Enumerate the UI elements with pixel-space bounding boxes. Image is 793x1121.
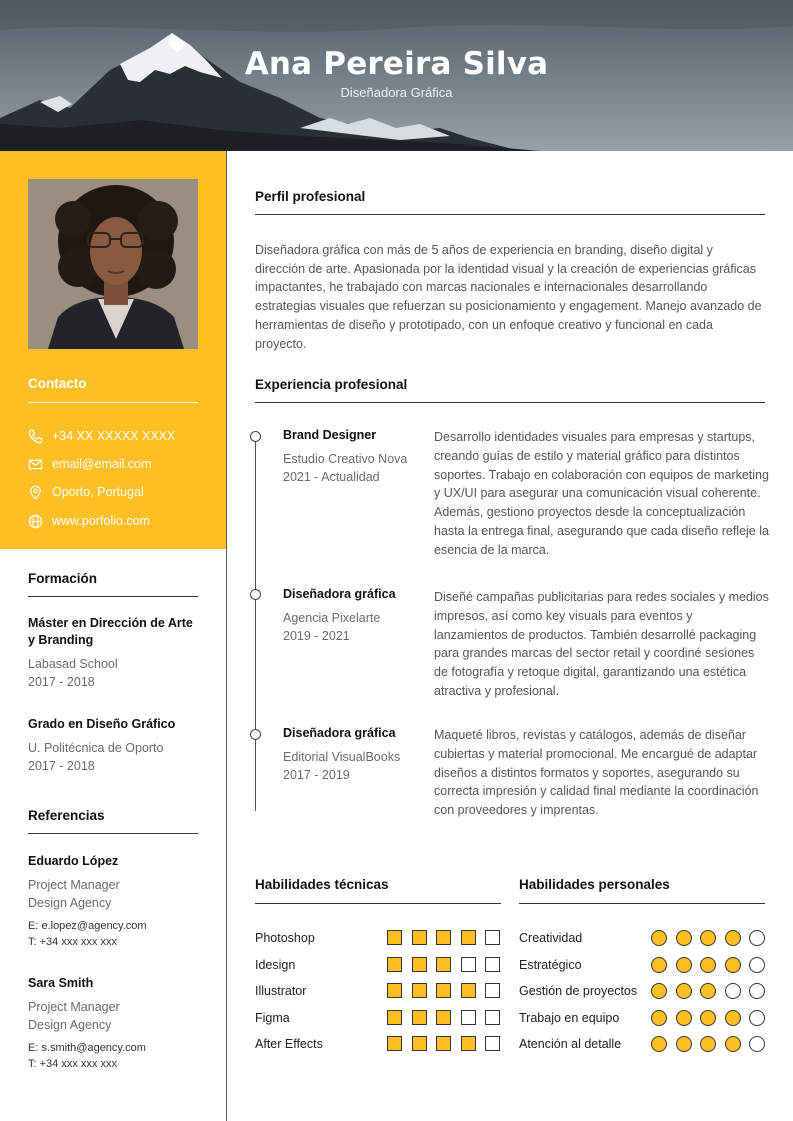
skill-level-filled [676, 1010, 692, 1026]
education-years: 2017 - 2018 [28, 675, 95, 689]
skill-row [519, 1009, 619, 1027]
skill-level-filled [387, 957, 402, 972]
globe-icon [28, 514, 43, 529]
contact-title: Contacto [28, 376, 87, 391]
skill-level-filled [436, 957, 451, 972]
skill-level-filled [676, 1036, 692, 1052]
skill-level-filled [725, 930, 741, 946]
skill-level-empty [461, 957, 476, 972]
skill-level-filled [387, 1036, 402, 1051]
skill-level-filled [387, 983, 402, 998]
skill-level-empty [485, 1036, 500, 1051]
education-title: Formación [28, 571, 98, 586]
phone-icon [28, 429, 43, 444]
job-period: 2017 - 2019 [283, 768, 350, 782]
skill-level-filled [651, 1036, 667, 1052]
skill-level-filled [461, 1036, 476, 1051]
experience-divider [255, 402, 765, 403]
skill-level-filled [651, 1010, 667, 1026]
skill-level-filled [412, 930, 427, 945]
skill-row [255, 956, 295, 974]
personal-skills-divider [519, 903, 765, 904]
skill-level-filled [436, 930, 451, 945]
candidate-name: Ana Pereira Silva [244, 46, 549, 82]
skill-name: Figma [255, 1010, 290, 1025]
skill-name: Creatividad [519, 931, 583, 945]
skill-name: Estratégico [519, 957, 582, 972]
reference-role: Project Manager [28, 878, 120, 892]
reference-email[interactable]: E: e.lopez@agency.com [28, 920, 147, 932]
experience-timeline [255, 437, 256, 811]
skill-level-filled [651, 930, 667, 946]
education-school: U. Politécnica de Oporto [28, 741, 164, 755]
contact-email[interactable] [28, 455, 152, 473]
experience-title: Experiencia profesional [255, 377, 408, 392]
skill-level-empty [749, 957, 765, 973]
skill-level-filled [387, 1010, 402, 1025]
skill-level-empty [749, 1010, 765, 1026]
reference-role: Project Manager [28, 1000, 120, 1014]
skill-row [519, 982, 637, 1000]
skill-name: Photoshop [255, 931, 315, 945]
skill-level-filled [461, 930, 476, 945]
skill-level-filled [700, 930, 716, 946]
skill-level-filled [387, 930, 402, 945]
technical-skills-title: Habilidades técnicas [255, 877, 389, 892]
skill-level-filled [412, 1010, 427, 1025]
contact-phone [28, 427, 175, 445]
skill-level-filled [436, 1010, 451, 1025]
job-period: 2019 - 2021 [283, 629, 350, 643]
technical-skills-divider [255, 903, 501, 904]
skill-row [519, 956, 582, 974]
skill-level-filled [436, 983, 451, 998]
job-company: Agencia Pixelarte [283, 611, 381, 625]
job-title: Diseñadora gráfica [283, 726, 396, 740]
contact-phone-text: +34 XX XXXXX XXXX [52, 429, 176, 443]
job-description: Desarrollo identidades visuales para empresas y startups, creando guías de estilo y material gráfico para distintos soportes. Trabajo en colaboración con equipos de marketing y UX/UI para asegurar una comunicación visual coherente. Además, gestiono proyectos desde la conceptualización hasta la entrega final, asegurando que cada diseño refleje la esencia de la marca. [434, 430, 769, 557]
skill-row [255, 982, 306, 1000]
skill-row [255, 929, 315, 947]
skill-level-filled [700, 957, 716, 973]
skill-row [255, 1035, 323, 1053]
header-banner [0, 0, 793, 151]
profile-title: Perfil profesional [255, 189, 366, 204]
education-degree: Máster en Dirección de Arte y Branding [28, 616, 193, 647]
skill-level-empty [461, 1010, 476, 1025]
personal-skills-title: Habilidades personales [519, 877, 670, 892]
skill-level-filled [700, 983, 716, 999]
contact-location-text: Oporto, Portugal [52, 485, 144, 499]
references-divider [28, 833, 198, 834]
contact-website-text[interactable]: www.porfolio.com [52, 514, 150, 528]
skill-name: After Effects [255, 1037, 323, 1051]
skill-level-filled [676, 957, 692, 973]
skill-row [519, 929, 582, 947]
sidebar-divider [226, 151, 227, 1121]
skill-level-filled [700, 1036, 716, 1052]
location-pin-icon [28, 485, 43, 500]
skill-level-empty [485, 930, 500, 945]
job-description: Diseñé campañas publicitarias para redes sociales y medios impresos, así como key visuals para eventos y lanzamientos de productos. También desarrollé packaging para grandes marcas del sector retail y coordiné sesiones de fotografía y retoque digital, garantizando una estética atractiva y profesional. [434, 590, 769, 698]
skill-name: Gestión de proyectos [519, 984, 638, 998]
job-description: Maqueté libros, revistas y catálogos, además de diseñar cubiertas y material promocional. Me encargué de adaptar diseños a distintos formatos y soportes, asegurando su correcta impresión y calidad final mediante la coordinación con proveedores y imprentas. [434, 728, 759, 818]
skill-level-empty [749, 1036, 765, 1052]
education-school: Labasad School [28, 657, 118, 671]
mail-icon [28, 457, 43, 472]
job-company: Estudio Creativo Nova [283, 452, 408, 466]
reference-email[interactable]: E: s.smith@agency.com [28, 1042, 146, 1054]
skill-level-filled [651, 957, 667, 973]
contact-location [28, 483, 144, 501]
candidate-role: Diseñadora Gráfica [340, 85, 453, 100]
skill-level-empty [485, 983, 500, 998]
skill-level-empty [725, 983, 741, 999]
skill-level-filled [725, 957, 741, 973]
skill-name: Illustrator [255, 984, 307, 998]
skill-level-filled [412, 983, 427, 998]
skill-name: Trabajo en equipo [519, 1010, 620, 1025]
contact-website[interactable] [28, 512, 150, 530]
skill-level-filled [700, 1010, 716, 1026]
job-title: Brand Designer [283, 428, 377, 442]
skill-level-empty [749, 983, 765, 999]
skill-level-empty [485, 1010, 500, 1025]
skill-level-empty [749, 930, 765, 946]
skill-name: Atención al detalle [519, 1037, 622, 1051]
education-degree: Grado en Diseño Gráfico [28, 717, 176, 731]
skill-level-filled [725, 1036, 741, 1052]
skill-level-empty [485, 957, 500, 972]
reference-company: Design Agency [28, 896, 112, 910]
education-divider [28, 596, 198, 597]
contact-email-text[interactable]: email@email.com [52, 457, 152, 471]
timeline-dot [250, 589, 261, 600]
reference-company: Design Agency [28, 1018, 112, 1032]
timeline-dot [250, 729, 261, 740]
skill-level-filled [676, 983, 692, 999]
reference-name: Sara Smith [28, 976, 94, 990]
skill-row [255, 1009, 290, 1027]
education-years: 2017 - 2018 [28, 759, 95, 773]
contact-divider [28, 402, 198, 403]
reference-phone: T: +34 xxx xxx xxx [28, 936, 117, 948]
profile-divider [255, 214, 765, 215]
profile-summary: Diseñadora gráfica con más de 5 años de experiencia en branding, diseño digital y dirección de arte. Apasionada por la identidad visual y la creación de experiencias gráficas impactantes, he trabajado con marcas nacionales e internacionales desarrollando estrategias visuales que refuerzan su posicionamiento y engagement. Manejo avanzado de herramientas de diseño y prototipado, con un enfoque creativo y funcional en cada proyecto. [255, 243, 762, 351]
skill-level-filled [412, 957, 427, 972]
job-company: Editorial VisualBooks [283, 750, 401, 764]
skill-level-filled [725, 1010, 741, 1026]
skill-level-filled [436, 1036, 451, 1051]
skill-level-filled [461, 983, 476, 998]
skill-level-filled [651, 983, 667, 999]
reference-name: Eduardo López [28, 854, 119, 868]
skill-row [519, 1035, 621, 1053]
skill-name: Idesign [255, 957, 296, 972]
reference-phone: T: +34 xxx xxx xxx [28, 1058, 117, 1070]
job-title: Diseñadora gráfica [283, 587, 396, 601]
timeline-dot [250, 431, 261, 442]
skill-level-filled [676, 930, 692, 946]
job-period: 2021 - Actualidad [283, 470, 380, 484]
references-title: Referencias [28, 808, 105, 823]
profile-photo [28, 179, 198, 349]
skill-level-filled [412, 1036, 427, 1051]
